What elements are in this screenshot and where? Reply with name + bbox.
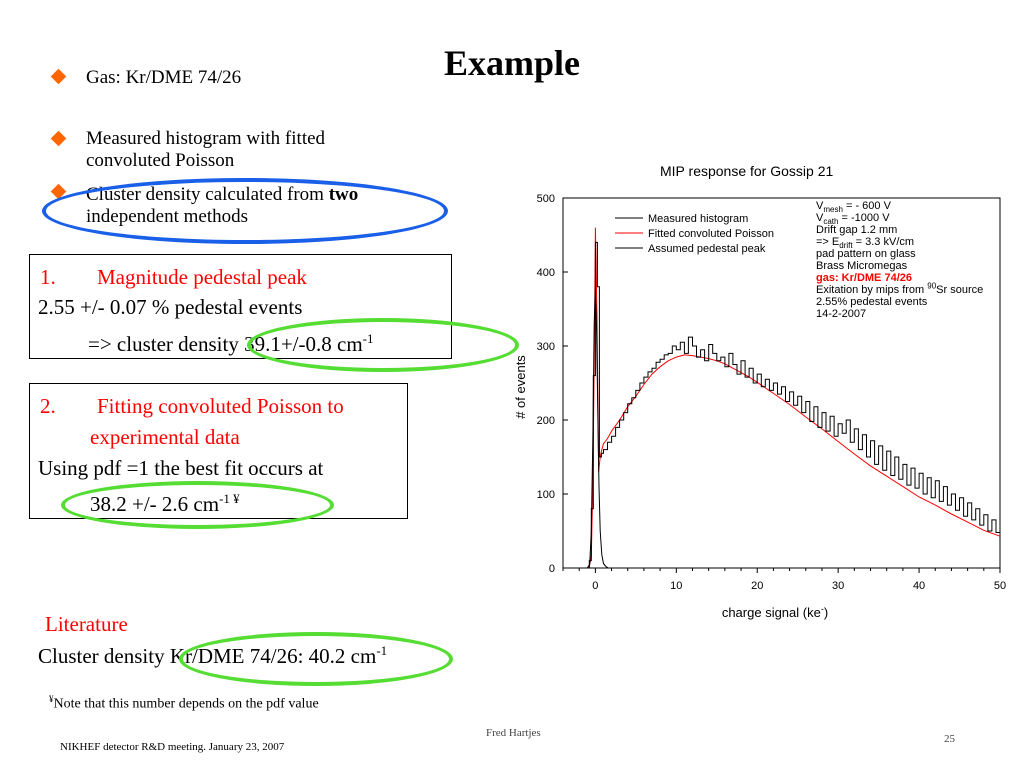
bullet-cluster-line2: independent methods [86, 206, 248, 227]
green-highlight-ellipse-3 [179, 632, 453, 686]
y-tick-label: 100 [536, 489, 555, 501]
y-tick-label: 500 [536, 193, 555, 205]
annotation-text: = 3.3 kV/cm [852, 236, 915, 248]
bullet-measured [86, 128, 325, 172]
method2-heading1: Fitting convoluted Poisson to [97, 394, 344, 418]
annotation-text: => E [816, 236, 840, 248]
method2-result-text: 38.2 +/- 2.6 cm [90, 492, 220, 516]
method1-heading: Magnitude pedestal peak [97, 265, 307, 289]
chart-title: MIP response for Gossip 21 [660, 163, 834, 179]
x-tick-label: 20 [751, 580, 764, 592]
y-tick-label: 200 [536, 415, 555, 427]
annotation-subscript: mesh [823, 205, 843, 215]
method2-result-sup: -1 ¥ [219, 491, 240, 506]
annotation-text: 2.55% pedestal events [816, 296, 928, 308]
annotation-text: gas: Kr/DME 74/26 [816, 272, 912, 284]
chart-annotation-line [816, 212, 983, 227]
annotation-text: V [816, 212, 824, 224]
x-tick-label: 0 [592, 580, 599, 592]
annotation-subscript: cath [823, 217, 839, 227]
chart-legend [615, 213, 774, 255]
y-tick-label: 300 [536, 341, 555, 353]
footer-author: Fred Hartjes [486, 727, 541, 739]
footnote-mark: ¥ [49, 694, 54, 704]
method2-heading2: experimental data [90, 425, 240, 449]
annotation-text: Sr source [936, 284, 984, 296]
annotation-text: pad pattern on glass [816, 248, 916, 260]
chart-annotation-line [816, 260, 983, 272]
footnote-text: Note that this number depends on the pdf value [53, 696, 319, 712]
green-highlight-ellipse-2 [61, 481, 334, 529]
annotation-text: = -1000 V [838, 212, 890, 224]
footnote [49, 694, 319, 713]
chart-annotation-line [816, 296, 983, 308]
annotation-text: Exitation by mips from [816, 284, 928, 296]
method2-number: 2. [40, 394, 56, 418]
chart-annotation-line [816, 236, 983, 251]
chart-annotation-line [816, 281, 984, 296]
chart-annotations [816, 200, 983, 320]
literature-heading: Literature [45, 612, 128, 636]
bullet-cluster-bold: two [328, 184, 359, 205]
legend-label: Assumed pedestal peak [648, 243, 766, 255]
x-tick-label: 30 [832, 580, 845, 592]
page-number: 25 [944, 733, 955, 745]
blue-highlight-ellipse [42, 178, 448, 244]
literature-sup: -1 [376, 643, 388, 658]
x-axis-label-sup: - [820, 604, 824, 614]
x-axis-label-end: ) [823, 605, 829, 620]
bullet-cluster-prefix: Cluster density calculated from [86, 184, 329, 205]
method1-number: 1. [40, 265, 56, 289]
y-tick-label: 400 [536, 267, 555, 279]
annotation-text: Drift gap 1.2 mm [816, 224, 898, 236]
x-tick-label: 50 [993, 580, 1007, 592]
annotation-text: = - 600 V [842, 200, 891, 212]
chart-annotation-line [816, 308, 983, 320]
bullet-measured-line2: convoluted Poisson [86, 150, 235, 171]
annotation-text: 14-2-2007 [816, 308, 867, 320]
y-axis-label: # of events [513, 355, 528, 419]
method1-result-text: => cluster density 39.1+/-0.8 cm [88, 332, 363, 356]
legend-label: Measured histogram [648, 213, 749, 225]
annotation-subscript: drift [839, 241, 853, 251]
method1-result-sup: -1 [362, 331, 374, 346]
x-tick-label: 10 [670, 580, 683, 592]
chart-annotation-line [816, 248, 983, 260]
annotation-text: V [816, 200, 824, 212]
green-highlight-ellipse-1 [247, 318, 519, 372]
chart-annotation-line [816, 200, 983, 215]
footer-meeting: NIKHEF detector R&D meeting. January 23, 2007 [60, 741, 285, 753]
method1-pedestal: 2.55 +/- 0.07 % pedestal events [38, 295, 303, 319]
annotation-text: Brass Micromegas [816, 260, 908, 272]
y-tick-label: 0 [548, 563, 555, 575]
literature-text: Cluster density Kr/DME 74/26: 40.2 cm [38, 644, 377, 668]
diamond-bullet-icon [51, 131, 67, 147]
bullet-measured-line1: Measured histogram with fitted [86, 128, 326, 149]
chart-annotation-line [816, 224, 983, 236]
legend-label: Fitted convoluted Poisson [648, 228, 774, 240]
method2-text: Using pdf =1 the best fit occurs at [38, 456, 324, 480]
x-axis-label-text: charge signal (ke [721, 605, 821, 620]
chart-annotation-line [816, 272, 983, 284]
bullet-gas: Gas: Kr/DME 74/26 [86, 67, 242, 88]
x-axis-label [722, 604, 828, 620]
x-tick-label: 40 [912, 580, 926, 592]
slide-title: Example [443, 43, 580, 83]
annotation-superscript: 90 [927, 281, 937, 291]
